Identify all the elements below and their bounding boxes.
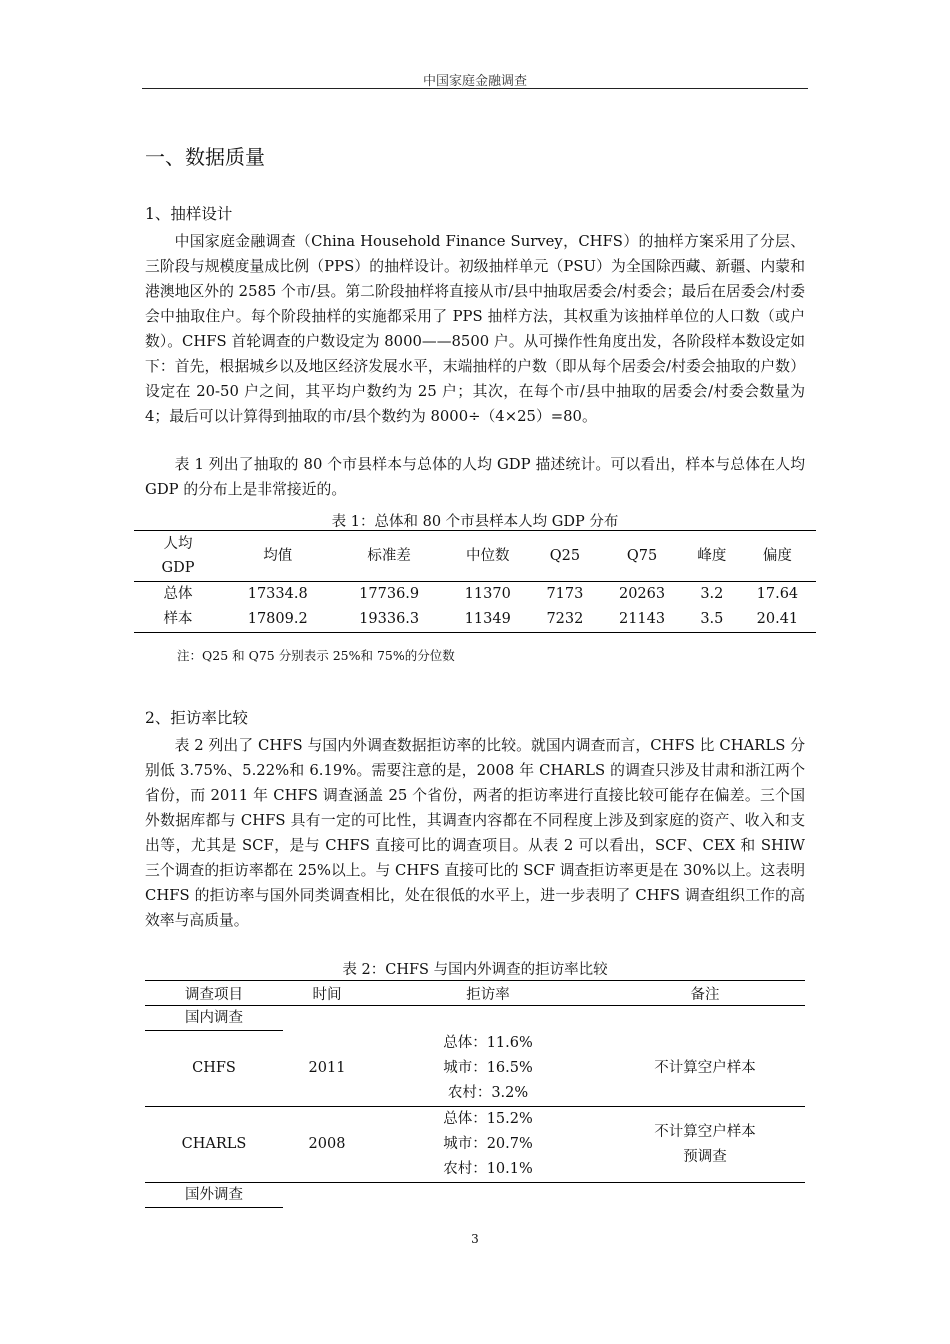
table-cell: 3.2 (700, 586, 724, 602)
remark-cell (605, 1031, 805, 1107)
rate-line: 农村：10.1% (443, 1161, 533, 1177)
table1-caption: 表 1：总体和 80 个市县样本人均 GDP 分布 (331, 514, 619, 530)
table-header-row (134, 531, 816, 582)
table-cell: 11349 (464, 611, 511, 627)
survey-year: 2011 (308, 1060, 346, 1076)
remark-line: 预调查 (683, 1148, 727, 1165)
group-label-domestic: 国内调查 (145, 1006, 283, 1031)
section-title: 一、数据质量 (145, 145, 265, 169)
gdp-distribution-table (134, 530, 816, 633)
rate-line: 总体：11.6% (443, 1035, 533, 1051)
table-cell: 总体 (163, 586, 193, 602)
remark-line: 不计算空户样本 (654, 1060, 756, 1076)
table-cell: 17.64 (756, 586, 799, 602)
subsection-title-sampling: 1、抽样设计 (145, 205, 233, 223)
table-cell: 20263 (618, 586, 666, 602)
table-cell (605, 1183, 805, 1209)
column-header: Q75 (626, 548, 658, 564)
running-header: 中国家庭金融调查 (422, 74, 527, 89)
column-header: 时间 (312, 986, 342, 1003)
table-row (134, 582, 816, 608)
column-header: 峰度 (697, 548, 727, 564)
table-cell: 19336.3 (359, 611, 420, 627)
column-header: 备注 (690, 986, 720, 1003)
column-header: 拒访率 (466, 986, 510, 1003)
column-header (134, 531, 222, 582)
survey-year: 2008 (308, 1136, 346, 1152)
table-cell (371, 1183, 605, 1209)
survey-name: CHFS (192, 1060, 236, 1076)
rate-line: 总体：15.2% (443, 1111, 533, 1127)
table-cell: 11370 (464, 586, 511, 602)
header-rule (142, 88, 808, 89)
table-cell (145, 1006, 283, 1032)
column-header: 调查项目 (185, 986, 243, 1003)
group-label-foreign: 国外调查 (145, 1183, 283, 1208)
column-header: 标准差 (367, 548, 411, 564)
rate-line: 城市：20.7% (443, 1136, 533, 1152)
column-header: 均值 (263, 548, 293, 564)
table-row (145, 1107, 805, 1183)
table2-caption: 表 2：CHFS 与国内外调查的拒访率比较 (342, 962, 608, 978)
table-cell (283, 1183, 371, 1209)
paragraph-table1-intro: 表 1 列出了抽取的 80 个市县样本与总体的人均 GDP 描述统计。可以看出，样本与总体在人均 GDP 的分布上是非常接近的。 (145, 456, 805, 498)
rate-line: 城市：16.5% (443, 1060, 533, 1076)
table1-note: 注：Q25 和 Q75 分别表示 25%和 75%的分位数 (177, 648, 455, 663)
table-cell (283, 1006, 371, 1032)
table-cell (145, 1183, 283, 1209)
table-cell: 3.5 (700, 611, 724, 627)
paragraph-sampling-design: 中国家庭金融调查（China Household Finance Survey，CHFS）的抽样方案采用了分层、三阶段与规模度量成比例（PPS）的抽样设计。初级抽样单元（PSU）为全国除西藏、新疆、内蒙和港澳地区外的 2585 个市/县。第二阶段抽样将直接从市/县中抽取居委会/村委会；最后在居委会/村委会中抽取住户。每个阶段抽样的实施都采用了 PPS 抽样方法，其权重为该抽样单位的人口数（或户数）。CHFS 首轮调查的户数设定为 8000——8500 户。从可操作性角度出发，各阶段样本数设定如下：首先，根据城乡以及地区经济发展水平，末端抽样的户数（即从每个居委会/村委会抽取的户数）设定在 20-50 户之间，其平均户数约为 25 户；其次，在每个市/县中抽取的居委会/村委会数量为 4；最后可以计算得到抽取的市/县个数约为 8000÷（4×25）=80。 (145, 233, 805, 425)
page-number: 3 (471, 1232, 479, 1246)
remark-line: 不计算空户样本 (654, 1123, 756, 1140)
refusal-rate-cell (371, 1107, 605, 1183)
paragraph-refusal-rate: 表 2 列出了 CHFS 与国内外调查数据拒访率的比较。就国内调查而言，CHFS 比 CHARLS 分别低 3.75%、5.22%和 6.19%。需要注意的是，2008 年 CHARLS 的调查只涉及甘肃和浙江两个省份，而 2011 年 CHFS 调查涵盖 25 个省份，两者的拒访率进行直接比较可能存在偏差。三个国外数据库都与 CHFS 具有一定的可比性，其调查内容都在不同程度上涉及到家庭的资产、收入和支出等，尤其是 SCF，是与 CHFS 直接可比的调查项目。从表 2 可以看出，SCF、CEX 和 SHIW 三个调查的拒访率都在 25%以上。与 CHFS 直接可比的 SCF 调查拒访率更是在 30%以上。这表明 CHFS 的拒访率与国外同类调查相比，处在很低的水平上，进一步表明了 CHFS 调查组织工作的高效率与高质量。 (145, 737, 805, 929)
table-cell: 样本 (163, 611, 193, 627)
table-cell (371, 1006, 605, 1032)
table-header-row (145, 981, 805, 1006)
column-header: 偏度 (762, 548, 792, 564)
table-row (134, 607, 816, 633)
table-cell (605, 1006, 805, 1032)
header-gdp-label: 人均 GDP (161, 536, 195, 576)
group-row-domestic (145, 1006, 805, 1032)
remark-cell (605, 1107, 805, 1183)
refusal-rate-table (145, 980, 805, 1208)
table-cell: 21143 (618, 611, 666, 627)
column-header: Q25 (549, 548, 581, 564)
table-cell: 17334.8 (247, 586, 308, 602)
group-row-foreign (145, 1183, 805, 1209)
refusal-rate-cell (371, 1031, 605, 1107)
survey-name: CHARLS (181, 1136, 247, 1152)
table-cell: 20.41 (756, 611, 799, 627)
subsection-title-refusal: 2、拒访率比较 (145, 709, 248, 727)
table-cell: 17736.9 (359, 586, 420, 602)
column-header: 中位数 (465, 548, 510, 564)
table-cell: 7173 (546, 586, 584, 602)
table-cell: 17809.2 (247, 611, 308, 627)
table-cell: 7232 (546, 611, 584, 627)
table-row (145, 1031, 805, 1107)
rate-line: 农村：3.2% (447, 1085, 529, 1101)
